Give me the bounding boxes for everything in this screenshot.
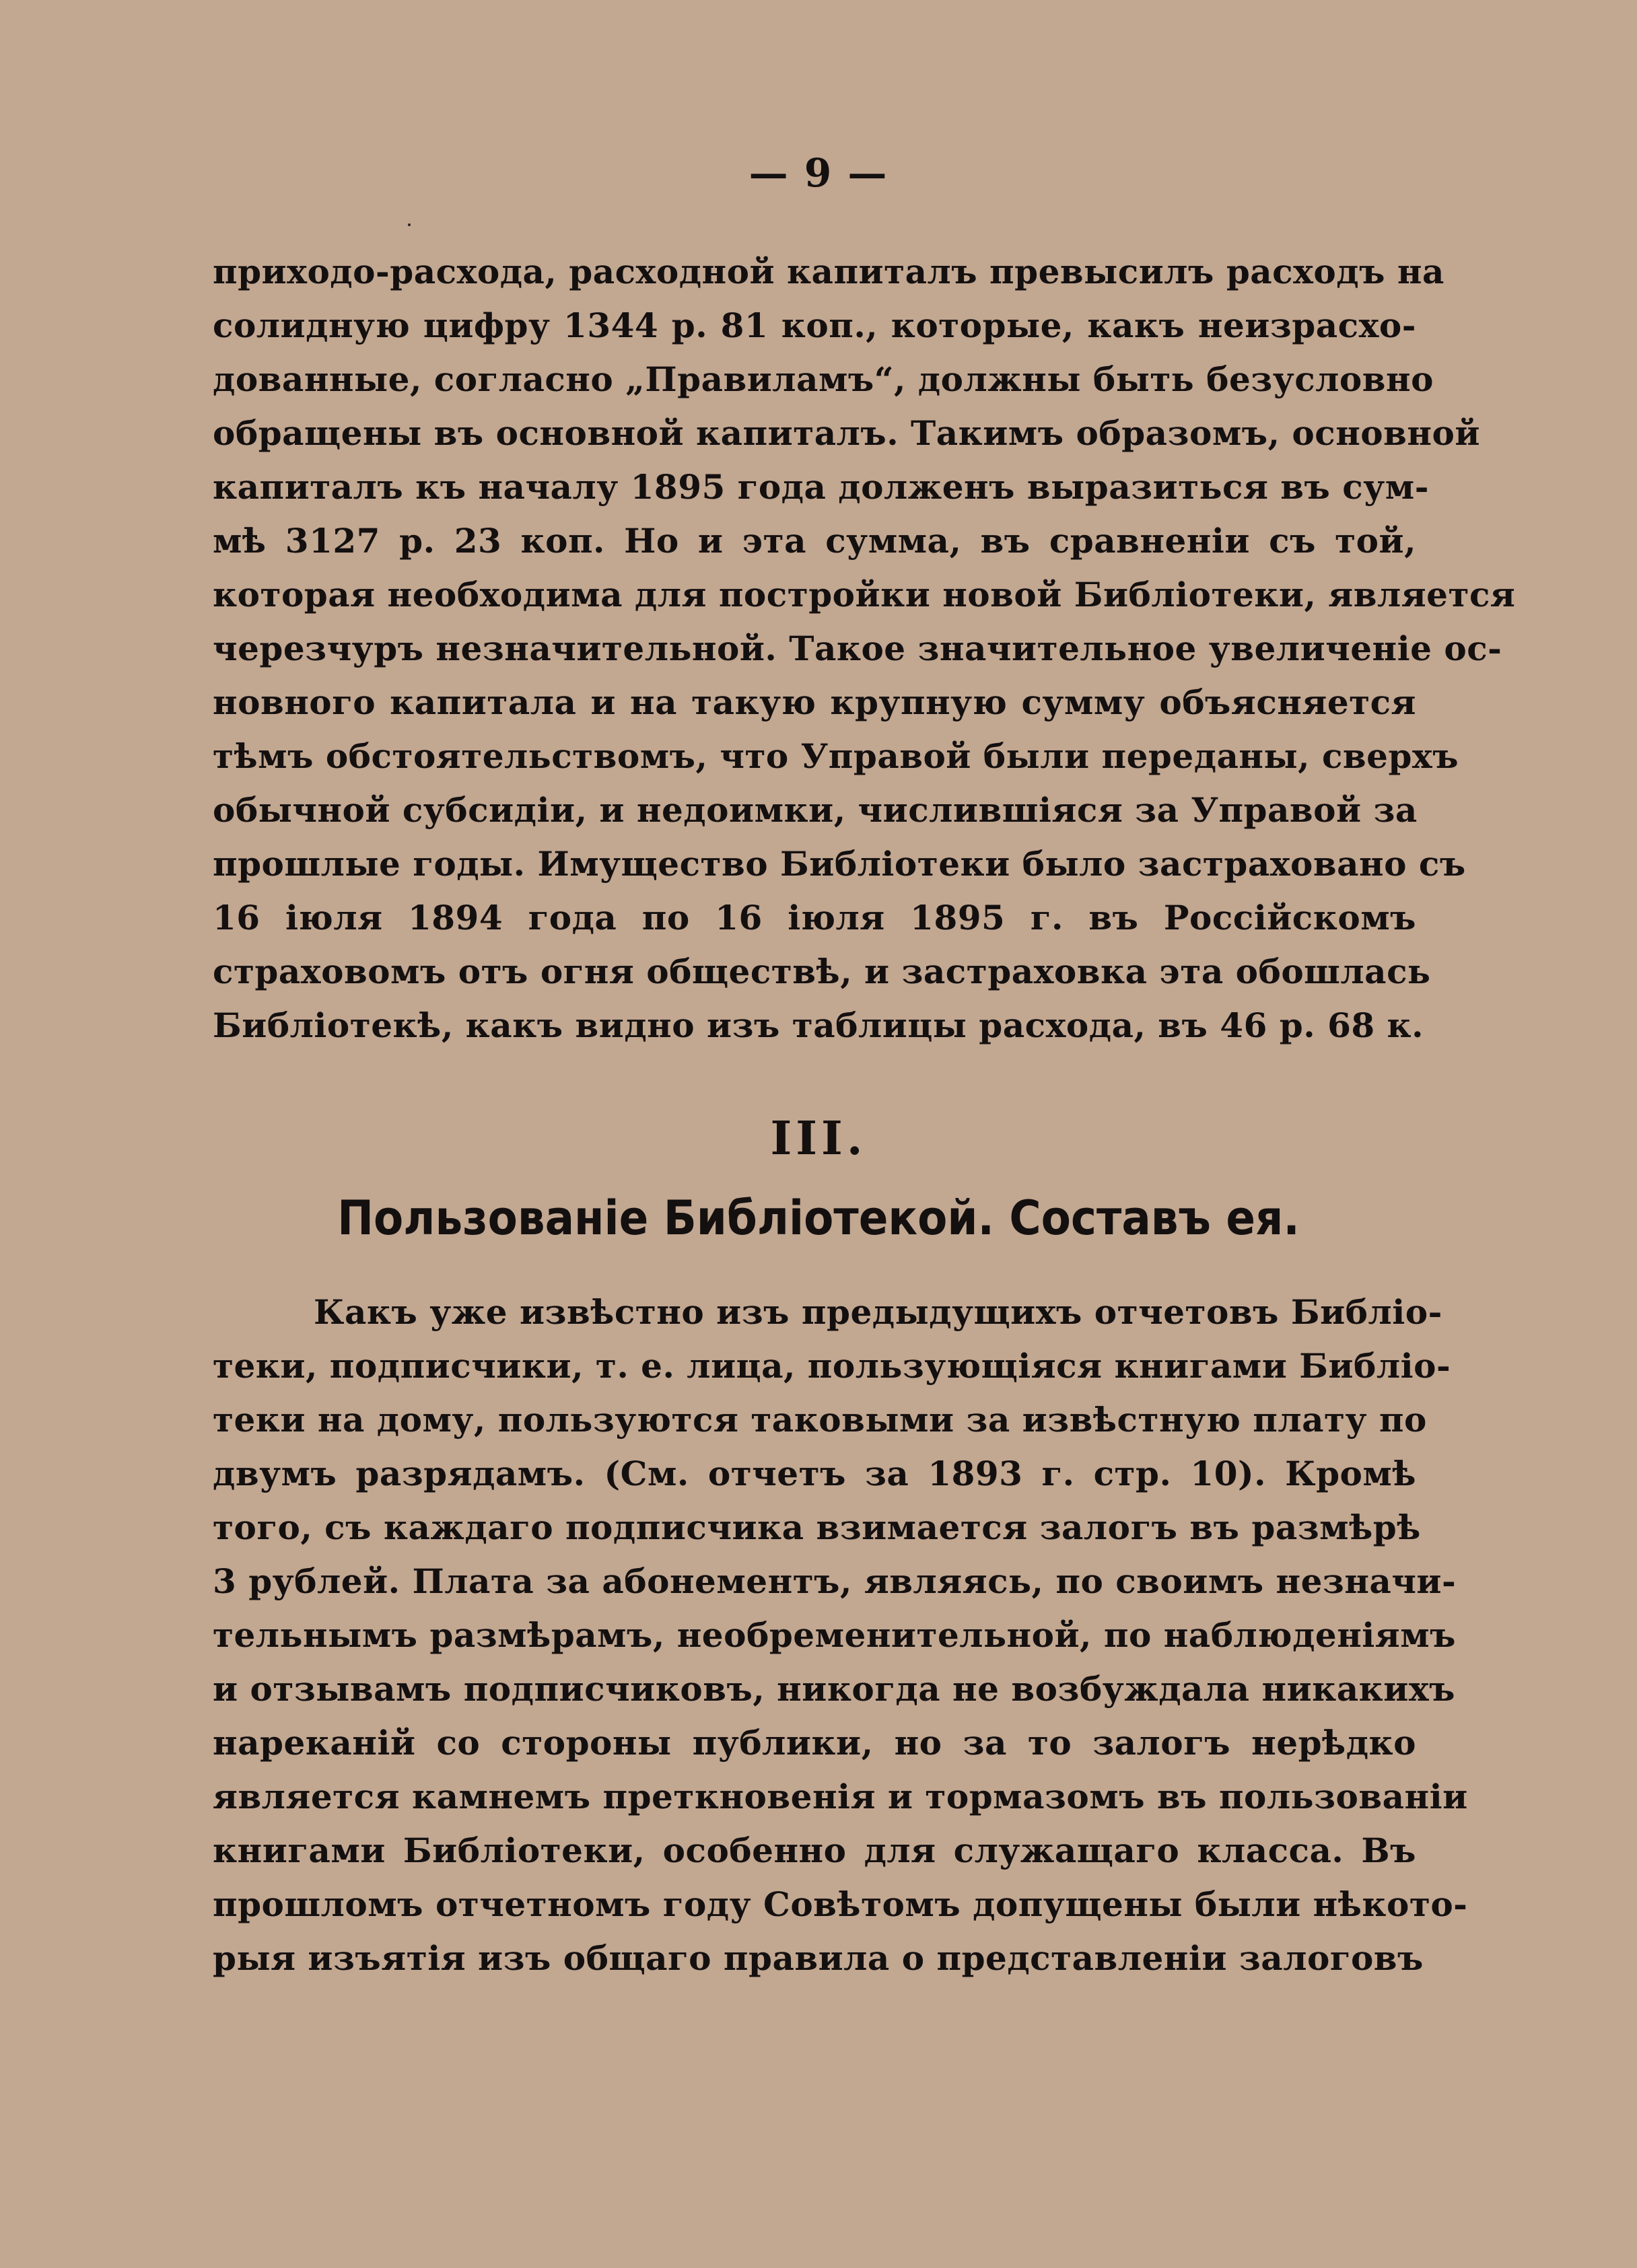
text-line: прошлые годы. Имущество Библіотеки было застраховано съ	[213, 844, 1466, 884]
text-line: двумъ разрядамъ. (См. отчетъ за 1893 г. стр. 10). Кромѣ	[213, 1454, 1416, 1493]
text-line: новного капитала и на такую крупную сумму объясняется	[213, 682, 1416, 722]
text-line: книгами Библіотеки, особенно для служащаго класса. Въ	[213, 1831, 1416, 1870]
text-line: и отзывамъ подписчиковъ, никогда не возбуждала никакихъ	[213, 1669, 1456, 1709]
text-line: рыя изъятія изъ общаго правила о представленіи залоговъ	[213, 1938, 1424, 1978]
page-number: — 9 —	[748, 150, 889, 196]
text-line: солидную цифру 1344 р. 81 коп., которые, какъ неизрасхо-	[213, 306, 1416, 345]
text-line: обычной субсидіи, и недоимки, числившіяся за Управой за	[213, 790, 1418, 830]
text-line: приходо-расхода, расходной капиталъ превысилъ расходъ на	[213, 252, 1444, 291]
text-line: теки, подписчики, т. е. лица, пользующіяся книгами Библіо-	[213, 1346, 1451, 1386]
text-line: Какъ уже извѣстно изъ предыдущихъ отчетовъ Библіо-	[314, 1292, 1442, 1332]
text-line: того, съ каждаго подписчика взимается залогъ въ размѣрѣ	[213, 1508, 1421, 1547]
text-line: капиталъ къ началу 1895 года долженъ выразиться въ сум-	[213, 467, 1429, 507]
text-line: 16 іюля 1894 года по 16 іюля 1895 г. въ Россійскомъ	[213, 898, 1416, 937]
text-line: прошломъ отчетномъ году Совѣтомъ допущены были нѣкото-	[213, 1884, 1468, 1924]
text-line: тельнымъ размѣрамъ, необременительной, по наблюденіямъ	[213, 1615, 1457, 1655]
text-line: страховомъ отъ огня обществѣ, и застраховка эта обошлась	[213, 952, 1431, 991]
text-line: является камнемъ преткновенія и тормазомъ въ пользованіи	[213, 1777, 1468, 1816]
text-line: 3 рублей. Плата за абонементъ, являясь, по своимъ незначи-	[213, 1561, 1457, 1601]
text-line: мѣ 3127 р. 23 коп. Но и эта сумма, въ сравненіи съ той,	[213, 521, 1416, 561]
text-line: которая необходима для постройки новой Библіотеки, является	[213, 575, 1516, 614]
text-line: Библіотекѣ, какъ видно изъ таблицы расхода, въ 46 р. 68 к.	[213, 1005, 1424, 1045]
text-line: дованные, согласно „Правиламъ“, должны быть безусловно	[213, 359, 1434, 399]
section-title: Пользованіе Библіотекой. Составъ ея.	[337, 1191, 1300, 1246]
text-line: нареканій со стороны публики, но за то залогъ нерѣдко	[213, 1723, 1416, 1763]
text-line: черезчуръ незначительной. Такое значительное увеличеніе ос-	[213, 629, 1502, 668]
paper-speck	[408, 223, 411, 226]
paragraph-2	[213, 1285, 1468, 1985]
text-line: обращены въ основной капиталъ. Такимъ образомъ, основной	[213, 413, 1480, 453]
text-line: теки на дому, пользуются таковыми за извѣстную плату по	[213, 1400, 1427, 1440]
section-number: III.	[770, 1112, 867, 1166]
text-line: тѣмъ обстоятельствомъ, что Управой были переданы, сверхъ	[213, 736, 1459, 776]
paragraph-1	[213, 245, 1516, 1053]
